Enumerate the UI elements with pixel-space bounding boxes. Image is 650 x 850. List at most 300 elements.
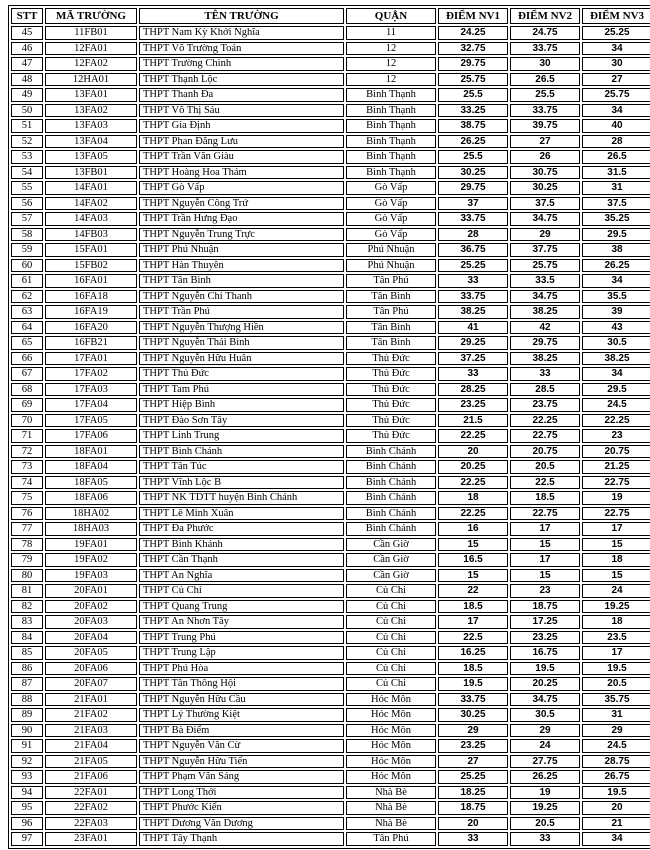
cell-name: THPT Nguyễn Thượng Hiền bbox=[139, 321, 344, 335]
cell-code: 21FA03 bbox=[45, 724, 137, 738]
cell-stt: 94 bbox=[11, 786, 43, 800]
cell-nv1: 29 bbox=[438, 724, 508, 738]
cell-nv1: 33.75 bbox=[438, 212, 508, 226]
cell-stt: 87 bbox=[11, 677, 43, 691]
cell-district: Bình Thạnh bbox=[346, 104, 436, 118]
cell-name: THPT Dương Văn Dương bbox=[139, 817, 344, 831]
cell-nv2: 33 bbox=[510, 367, 580, 381]
table-row bbox=[11, 445, 650, 459]
cell-name: THPT Bình Chánh bbox=[139, 445, 344, 459]
cell-code: 16FA18 bbox=[45, 290, 137, 304]
cell-stt: 59 bbox=[11, 243, 43, 257]
table-row bbox=[11, 693, 650, 707]
table-row bbox=[11, 26, 650, 40]
cell-district: Thủ Đức bbox=[346, 367, 436, 381]
cell-nv1: 23.25 bbox=[438, 398, 508, 412]
cell-nv2: 22.5 bbox=[510, 476, 580, 490]
table-row bbox=[11, 755, 650, 769]
cell-district: Bình Chánh bbox=[346, 460, 436, 474]
cell-name: THPT Bà Điểm bbox=[139, 724, 344, 738]
cell-nv1: 37 bbox=[438, 197, 508, 211]
cell-name: THPT Phú Nhuận bbox=[139, 243, 344, 257]
cell-nv3: 28 bbox=[582, 135, 650, 149]
table-row bbox=[11, 460, 650, 474]
table-row bbox=[11, 538, 650, 552]
cell-name: THPT An Nhơn Tây bbox=[139, 615, 344, 629]
cell-district: Bình Thạnh bbox=[346, 119, 436, 133]
cell-nv3: 15 bbox=[582, 569, 650, 583]
table-row bbox=[11, 119, 650, 133]
table-row bbox=[11, 305, 650, 319]
cell-district: Bình Thạnh bbox=[346, 135, 436, 149]
table-row bbox=[11, 243, 650, 257]
cell-district: Bình Thạnh bbox=[346, 88, 436, 102]
cell-nv2: 33.5 bbox=[510, 274, 580, 288]
cell-stt: 48 bbox=[11, 73, 43, 87]
cell-code: 12FA02 bbox=[45, 57, 137, 71]
table-row bbox=[11, 507, 650, 521]
cell-stt: 88 bbox=[11, 693, 43, 707]
cell-nv1: 33 bbox=[438, 832, 508, 846]
cell-name: THPT Nguyễn Hữu Cầu bbox=[139, 693, 344, 707]
cell-nv3: 26.5 bbox=[582, 150, 650, 164]
table-row bbox=[11, 181, 650, 195]
cell-district: 12 bbox=[346, 42, 436, 56]
cell-name: THPT Nguyễn Hữu Tiến bbox=[139, 755, 344, 769]
cell-stt: 50 bbox=[11, 104, 43, 118]
table-row bbox=[11, 197, 650, 211]
cell-nv2: 24 bbox=[510, 739, 580, 753]
cell-nv2: 17 bbox=[510, 522, 580, 536]
cell-code: 19FA02 bbox=[45, 553, 137, 567]
cell-nv2: 20.5 bbox=[510, 817, 580, 831]
cell-code: 22FA01 bbox=[45, 786, 137, 800]
cell-name: THPT Đào Sơn Tây bbox=[139, 414, 344, 428]
cell-stt: 95 bbox=[11, 801, 43, 815]
cell-nv3: 29 bbox=[582, 724, 650, 738]
table-row bbox=[11, 274, 650, 288]
table-row bbox=[11, 522, 650, 536]
cell-nv3: 26.75 bbox=[582, 770, 650, 784]
cell-code: 13FB01 bbox=[45, 166, 137, 180]
cell-nv1: 25.25 bbox=[438, 770, 508, 784]
cell-nv2: 38.25 bbox=[510, 305, 580, 319]
cell-name: THPT Củ Chi bbox=[139, 584, 344, 598]
cell-stt: 63 bbox=[11, 305, 43, 319]
cell-code: 20FA01 bbox=[45, 584, 137, 598]
cell-code: 19FA03 bbox=[45, 569, 137, 583]
cell-stt: 64 bbox=[11, 321, 43, 335]
cell-name: THPT Nguyễn Công Trứ bbox=[139, 197, 344, 211]
table-row bbox=[11, 398, 650, 412]
cell-name: THPT Phạm Văn Sáng bbox=[139, 770, 344, 784]
cell-district: Bình Chánh bbox=[346, 522, 436, 536]
cell-district: Bình Chánh bbox=[346, 507, 436, 521]
cell-district: Hóc Môn bbox=[346, 724, 436, 738]
cell-nv2: 29.75 bbox=[510, 336, 580, 350]
cell-nv1: 32.75 bbox=[438, 42, 508, 56]
cell-name: THPT Linh Trung bbox=[139, 429, 344, 443]
cell-district: Tân Phú bbox=[346, 274, 436, 288]
table-row bbox=[11, 569, 650, 583]
cell-stt: 70 bbox=[11, 414, 43, 428]
cell-code: 18HA02 bbox=[45, 507, 137, 521]
cell-nv2: 25.75 bbox=[510, 259, 580, 273]
column-header-district: QUẬN bbox=[346, 8, 436, 24]
cell-code: 12HA01 bbox=[45, 73, 137, 87]
table-row bbox=[11, 615, 650, 629]
cell-district: Phú Nhuận bbox=[346, 259, 436, 273]
cell-code: 17FA01 bbox=[45, 352, 137, 366]
cell-stt: 74 bbox=[11, 476, 43, 490]
cell-nv1: 33.25 bbox=[438, 104, 508, 118]
cell-name: THPT Quang Trung bbox=[139, 600, 344, 614]
cell-name: THPT Phước Kiển bbox=[139, 801, 344, 815]
cell-nv1: 33 bbox=[438, 274, 508, 288]
cell-nv1: 15 bbox=[438, 569, 508, 583]
cell-nv3: 38 bbox=[582, 243, 650, 257]
cell-nv1: 25.25 bbox=[438, 259, 508, 273]
cell-nv1: 23.25 bbox=[438, 739, 508, 753]
cell-nv3: 30 bbox=[582, 57, 650, 71]
table-row bbox=[11, 553, 650, 567]
cell-name: THPT Võ Thị Sáu bbox=[139, 104, 344, 118]
cell-nv3: 28.75 bbox=[582, 755, 650, 769]
cell-nv3: 40 bbox=[582, 119, 650, 133]
cell-nv2: 16.75 bbox=[510, 646, 580, 660]
cell-district: 12 bbox=[346, 57, 436, 71]
cell-nv2: 30.75 bbox=[510, 166, 580, 180]
cell-nv3: 31.5 bbox=[582, 166, 650, 180]
cell-stt: 84 bbox=[11, 631, 43, 645]
cell-stt: 81 bbox=[11, 584, 43, 598]
cell-nv3: 20 bbox=[582, 801, 650, 815]
cell-stt: 60 bbox=[11, 259, 43, 273]
cell-nv1: 16 bbox=[438, 522, 508, 536]
cell-district: Nhà Bè bbox=[346, 786, 436, 800]
cell-nv1: 16.25 bbox=[438, 646, 508, 660]
cell-stt: 66 bbox=[11, 352, 43, 366]
cell-nv1: 26.25 bbox=[438, 135, 508, 149]
cell-nv2: 30.5 bbox=[510, 708, 580, 722]
cell-nv2: 37.5 bbox=[510, 197, 580, 211]
cell-nv2: 23.25 bbox=[510, 631, 580, 645]
cell-code: 17FA03 bbox=[45, 383, 137, 397]
cell-nv1: 33 bbox=[438, 367, 508, 381]
cell-nv2: 33 bbox=[510, 832, 580, 846]
cell-stt: 91 bbox=[11, 739, 43, 753]
cell-nv1: 22.25 bbox=[438, 429, 508, 443]
cell-nv1: 17 bbox=[438, 615, 508, 629]
cell-nv3: 15 bbox=[582, 538, 650, 552]
table-body bbox=[11, 26, 650, 846]
table-row bbox=[11, 212, 650, 226]
cell-nv3: 23 bbox=[582, 429, 650, 443]
table-row bbox=[11, 150, 650, 164]
cell-code: 18FA04 bbox=[45, 460, 137, 474]
cell-nv1: 30.25 bbox=[438, 166, 508, 180]
cell-name: THPT Nguyễn Chí Thanh bbox=[139, 290, 344, 304]
cell-district: Cần Giờ bbox=[346, 538, 436, 552]
table-row bbox=[11, 429, 650, 443]
table-row bbox=[11, 631, 650, 645]
cell-name: THPT Trần Phú bbox=[139, 305, 344, 319]
cell-stt: 51 bbox=[11, 119, 43, 133]
cell-nv1: 20.25 bbox=[438, 460, 508, 474]
cell-nv3: 29.5 bbox=[582, 383, 650, 397]
table-row bbox=[11, 321, 650, 335]
cell-district: Bình Chánh bbox=[346, 476, 436, 490]
cell-nv1: 22 bbox=[438, 584, 508, 598]
cell-nv3: 31 bbox=[582, 708, 650, 722]
cell-name: THPT Hoàng Hoa Thám bbox=[139, 166, 344, 180]
cell-nv2: 34.75 bbox=[510, 212, 580, 226]
cell-nv1: 37.25 bbox=[438, 352, 508, 366]
cell-name: THPT Bình Khánh bbox=[139, 538, 344, 552]
cell-nv2: 42 bbox=[510, 321, 580, 335]
cell-nv1: 27 bbox=[438, 755, 508, 769]
cell-code: 14FB03 bbox=[45, 228, 137, 242]
cell-district: Thủ Đức bbox=[346, 398, 436, 412]
cell-nv1: 25.75 bbox=[438, 73, 508, 87]
cell-stt: 79 bbox=[11, 553, 43, 567]
cell-nv1: 38.25 bbox=[438, 305, 508, 319]
cell-nv1: 38.75 bbox=[438, 119, 508, 133]
cell-nv2: 26.25 bbox=[510, 770, 580, 784]
cell-stt: 58 bbox=[11, 228, 43, 242]
cell-nv2: 25.5 bbox=[510, 88, 580, 102]
cell-nv3: 20.75 bbox=[582, 445, 650, 459]
table-row bbox=[11, 584, 650, 598]
cell-district: Củ Chi bbox=[346, 646, 436, 660]
cell-code: 14FA02 bbox=[45, 197, 137, 211]
table-row bbox=[11, 476, 650, 490]
table-row bbox=[11, 367, 650, 381]
cell-code: 17FA06 bbox=[45, 429, 137, 443]
cell-nv3: 27 bbox=[582, 73, 650, 87]
cell-name: THPT Thủ Đức bbox=[139, 367, 344, 381]
cell-code: 13FA05 bbox=[45, 150, 137, 164]
table-row bbox=[11, 414, 650, 428]
cell-nv2: 38.25 bbox=[510, 352, 580, 366]
cell-nv2: 15 bbox=[510, 569, 580, 583]
cell-district: Cần Giờ bbox=[346, 569, 436, 583]
cell-nv2: 27.75 bbox=[510, 755, 580, 769]
cell-nv2: 37.75 bbox=[510, 243, 580, 257]
table-row bbox=[11, 786, 650, 800]
cell-name: THPT Trường Chinh bbox=[139, 57, 344, 71]
cell-stt: 53 bbox=[11, 150, 43, 164]
cell-code: 20FA05 bbox=[45, 646, 137, 660]
table-row bbox=[11, 42, 650, 56]
cell-district: Bình Thạnh bbox=[346, 166, 436, 180]
cell-name: THPT Thạnh Lộc bbox=[139, 73, 344, 87]
cell-nv2: 23 bbox=[510, 584, 580, 598]
cell-nv2: 19.5 bbox=[510, 662, 580, 676]
cell-code: 17FA05 bbox=[45, 414, 137, 428]
cell-nv3: 19.5 bbox=[582, 662, 650, 676]
cell-nv1: 15 bbox=[438, 538, 508, 552]
cell-name: THPT Trung Lập bbox=[139, 646, 344, 660]
cell-nv3: 21 bbox=[582, 817, 650, 831]
cell-nv3: 22.25 bbox=[582, 414, 650, 428]
cell-code: 18FA06 bbox=[45, 491, 137, 505]
cell-stt: 61 bbox=[11, 274, 43, 288]
cell-code: 13FA04 bbox=[45, 135, 137, 149]
cell-nv2: 26.5 bbox=[510, 73, 580, 87]
cell-district: Củ Chi bbox=[346, 615, 436, 629]
table-row bbox=[11, 290, 650, 304]
cell-nv3: 25.25 bbox=[582, 26, 650, 40]
cell-nv2: 34.75 bbox=[510, 290, 580, 304]
cell-nv3: 35.5 bbox=[582, 290, 650, 304]
table-row bbox=[11, 352, 650, 366]
cell-code: 15FB02 bbox=[45, 259, 137, 273]
cell-code: 20FA04 bbox=[45, 631, 137, 645]
cell-nv3: 37.5 bbox=[582, 197, 650, 211]
column-header-score-nv1: ĐIỂM NV1 bbox=[438, 8, 508, 24]
cell-name: THPT Thanh Đa bbox=[139, 88, 344, 102]
cell-nv2: 22.75 bbox=[510, 429, 580, 443]
cell-nv3: 18 bbox=[582, 615, 650, 629]
cell-stt: 97 bbox=[11, 832, 43, 846]
cell-district: Tân Bình bbox=[346, 290, 436, 304]
cell-nv2: 20.75 bbox=[510, 445, 580, 459]
cell-name: THPT Phú Hòa bbox=[139, 662, 344, 676]
cell-district: Bình Chánh bbox=[346, 445, 436, 459]
cell-nv1: 18.75 bbox=[438, 801, 508, 815]
cell-stt: 86 bbox=[11, 662, 43, 676]
cell-nv1: 21.5 bbox=[438, 414, 508, 428]
cell-code: 15FA01 bbox=[45, 243, 137, 257]
column-header-school-name: TÊN TRƯỜNG bbox=[139, 8, 344, 24]
table-row bbox=[11, 491, 650, 505]
table-row bbox=[11, 73, 650, 87]
cell-code: 22FA03 bbox=[45, 817, 137, 831]
cell-nv2: 34.75 bbox=[510, 693, 580, 707]
cell-nv2: 27 bbox=[510, 135, 580, 149]
table-row bbox=[11, 801, 650, 815]
column-header-school-code: MÃ TRƯỜNG bbox=[45, 8, 137, 24]
cell-nv1: 41 bbox=[438, 321, 508, 335]
cell-stt: 78 bbox=[11, 538, 43, 552]
cell-code: 17FA04 bbox=[45, 398, 137, 412]
cell-district: Hóc Môn bbox=[346, 693, 436, 707]
cell-code: 14FA01 bbox=[45, 181, 137, 195]
cell-stt: 52 bbox=[11, 135, 43, 149]
cell-name: THPT Phan Đăng Lưu bbox=[139, 135, 344, 149]
cell-nv2: 29 bbox=[510, 724, 580, 738]
cell-code: 16FA19 bbox=[45, 305, 137, 319]
cell-nv1: 36.75 bbox=[438, 243, 508, 257]
cell-nv3: 18 bbox=[582, 553, 650, 567]
cell-code: 21FA06 bbox=[45, 770, 137, 784]
cell-district: Thủ Đức bbox=[346, 414, 436, 428]
cell-nv2: 24.75 bbox=[510, 26, 580, 40]
column-header-score-nv2: ĐIỂM NV2 bbox=[510, 8, 580, 24]
cell-code: 14FA03 bbox=[45, 212, 137, 226]
cell-name: THPT Nguyễn Hữu Huân bbox=[139, 352, 344, 366]
cell-nv3: 23.5 bbox=[582, 631, 650, 645]
cell-district: 11 bbox=[346, 26, 436, 40]
cell-district: Hóc Môn bbox=[346, 755, 436, 769]
cell-name: THPT Gò Vấp bbox=[139, 181, 344, 195]
cell-stt: 46 bbox=[11, 42, 43, 56]
cell-name: THPT Nam Kỳ Khởi Nghĩa bbox=[139, 26, 344, 40]
cell-nv1: 18.25 bbox=[438, 786, 508, 800]
cell-nv3: 20.5 bbox=[582, 677, 650, 691]
cell-nv1: 18 bbox=[438, 491, 508, 505]
cell-name: THPT Gia Định bbox=[139, 119, 344, 133]
table-row bbox=[11, 708, 650, 722]
cell-nv3: 17 bbox=[582, 522, 650, 536]
cell-code: 19FA01 bbox=[45, 538, 137, 552]
cell-stt: 85 bbox=[11, 646, 43, 660]
cell-nv2: 28.5 bbox=[510, 383, 580, 397]
cell-nv3: 19 bbox=[582, 491, 650, 505]
cell-nv3: 21.25 bbox=[582, 460, 650, 474]
cell-district: Tân Bình bbox=[346, 336, 436, 350]
cell-district: Thủ Đức bbox=[346, 352, 436, 366]
cell-district: Tân Phú bbox=[346, 832, 436, 846]
cell-stt: 93 bbox=[11, 770, 43, 784]
cell-nv3: 34 bbox=[582, 367, 650, 381]
cell-stt: 57 bbox=[11, 212, 43, 226]
cell-district: Tân Phú bbox=[346, 305, 436, 319]
cell-nv1: 22.5 bbox=[438, 631, 508, 645]
cell-stt: 83 bbox=[11, 615, 43, 629]
cell-code: 11FB01 bbox=[45, 26, 137, 40]
cell-district: Phú Nhuận bbox=[346, 243, 436, 257]
cell-district: Củ Chi bbox=[346, 677, 436, 691]
cell-nv1: 29.75 bbox=[438, 181, 508, 195]
cell-district: Củ Chi bbox=[346, 631, 436, 645]
table-row bbox=[11, 600, 650, 614]
cell-stt: 47 bbox=[11, 57, 43, 71]
cell-nv2: 33.75 bbox=[510, 104, 580, 118]
cell-nv3: 39 bbox=[582, 305, 650, 319]
cell-district: Bình Chánh bbox=[346, 491, 436, 505]
cell-nv1: 25.5 bbox=[438, 88, 508, 102]
cell-district: Cần Giờ bbox=[346, 553, 436, 567]
cell-nv3: 19.25 bbox=[582, 600, 650, 614]
cell-stt: 72 bbox=[11, 445, 43, 459]
header-row bbox=[11, 8, 650, 24]
cell-nv3: 24 bbox=[582, 584, 650, 598]
cell-name: THPT Trần Hưng Đạo bbox=[139, 212, 344, 226]
cell-code: 20FA02 bbox=[45, 600, 137, 614]
cell-nv3: 24.5 bbox=[582, 739, 650, 753]
cell-district: Thủ Đức bbox=[346, 383, 436, 397]
cell-code: 17FA02 bbox=[45, 367, 137, 381]
cell-stt: 89 bbox=[11, 708, 43, 722]
cell-nv1: 33.75 bbox=[438, 693, 508, 707]
cell-nv1: 20 bbox=[438, 445, 508, 459]
cell-stt: 80 bbox=[11, 569, 43, 583]
cell-stt: 55 bbox=[11, 181, 43, 195]
cell-stt: 71 bbox=[11, 429, 43, 443]
cell-nv2: 30.25 bbox=[510, 181, 580, 195]
cell-name: THPT Vĩnh Lộc B bbox=[139, 476, 344, 490]
column-header-stt: STT bbox=[11, 8, 43, 24]
table-row bbox=[11, 817, 650, 831]
cell-district: Thủ Đức bbox=[346, 429, 436, 443]
table-row bbox=[11, 135, 650, 149]
cell-nv1: 30.25 bbox=[438, 708, 508, 722]
cell-nv2: 39.75 bbox=[510, 119, 580, 133]
table-row bbox=[11, 228, 650, 242]
cell-nv1: 29.25 bbox=[438, 336, 508, 350]
